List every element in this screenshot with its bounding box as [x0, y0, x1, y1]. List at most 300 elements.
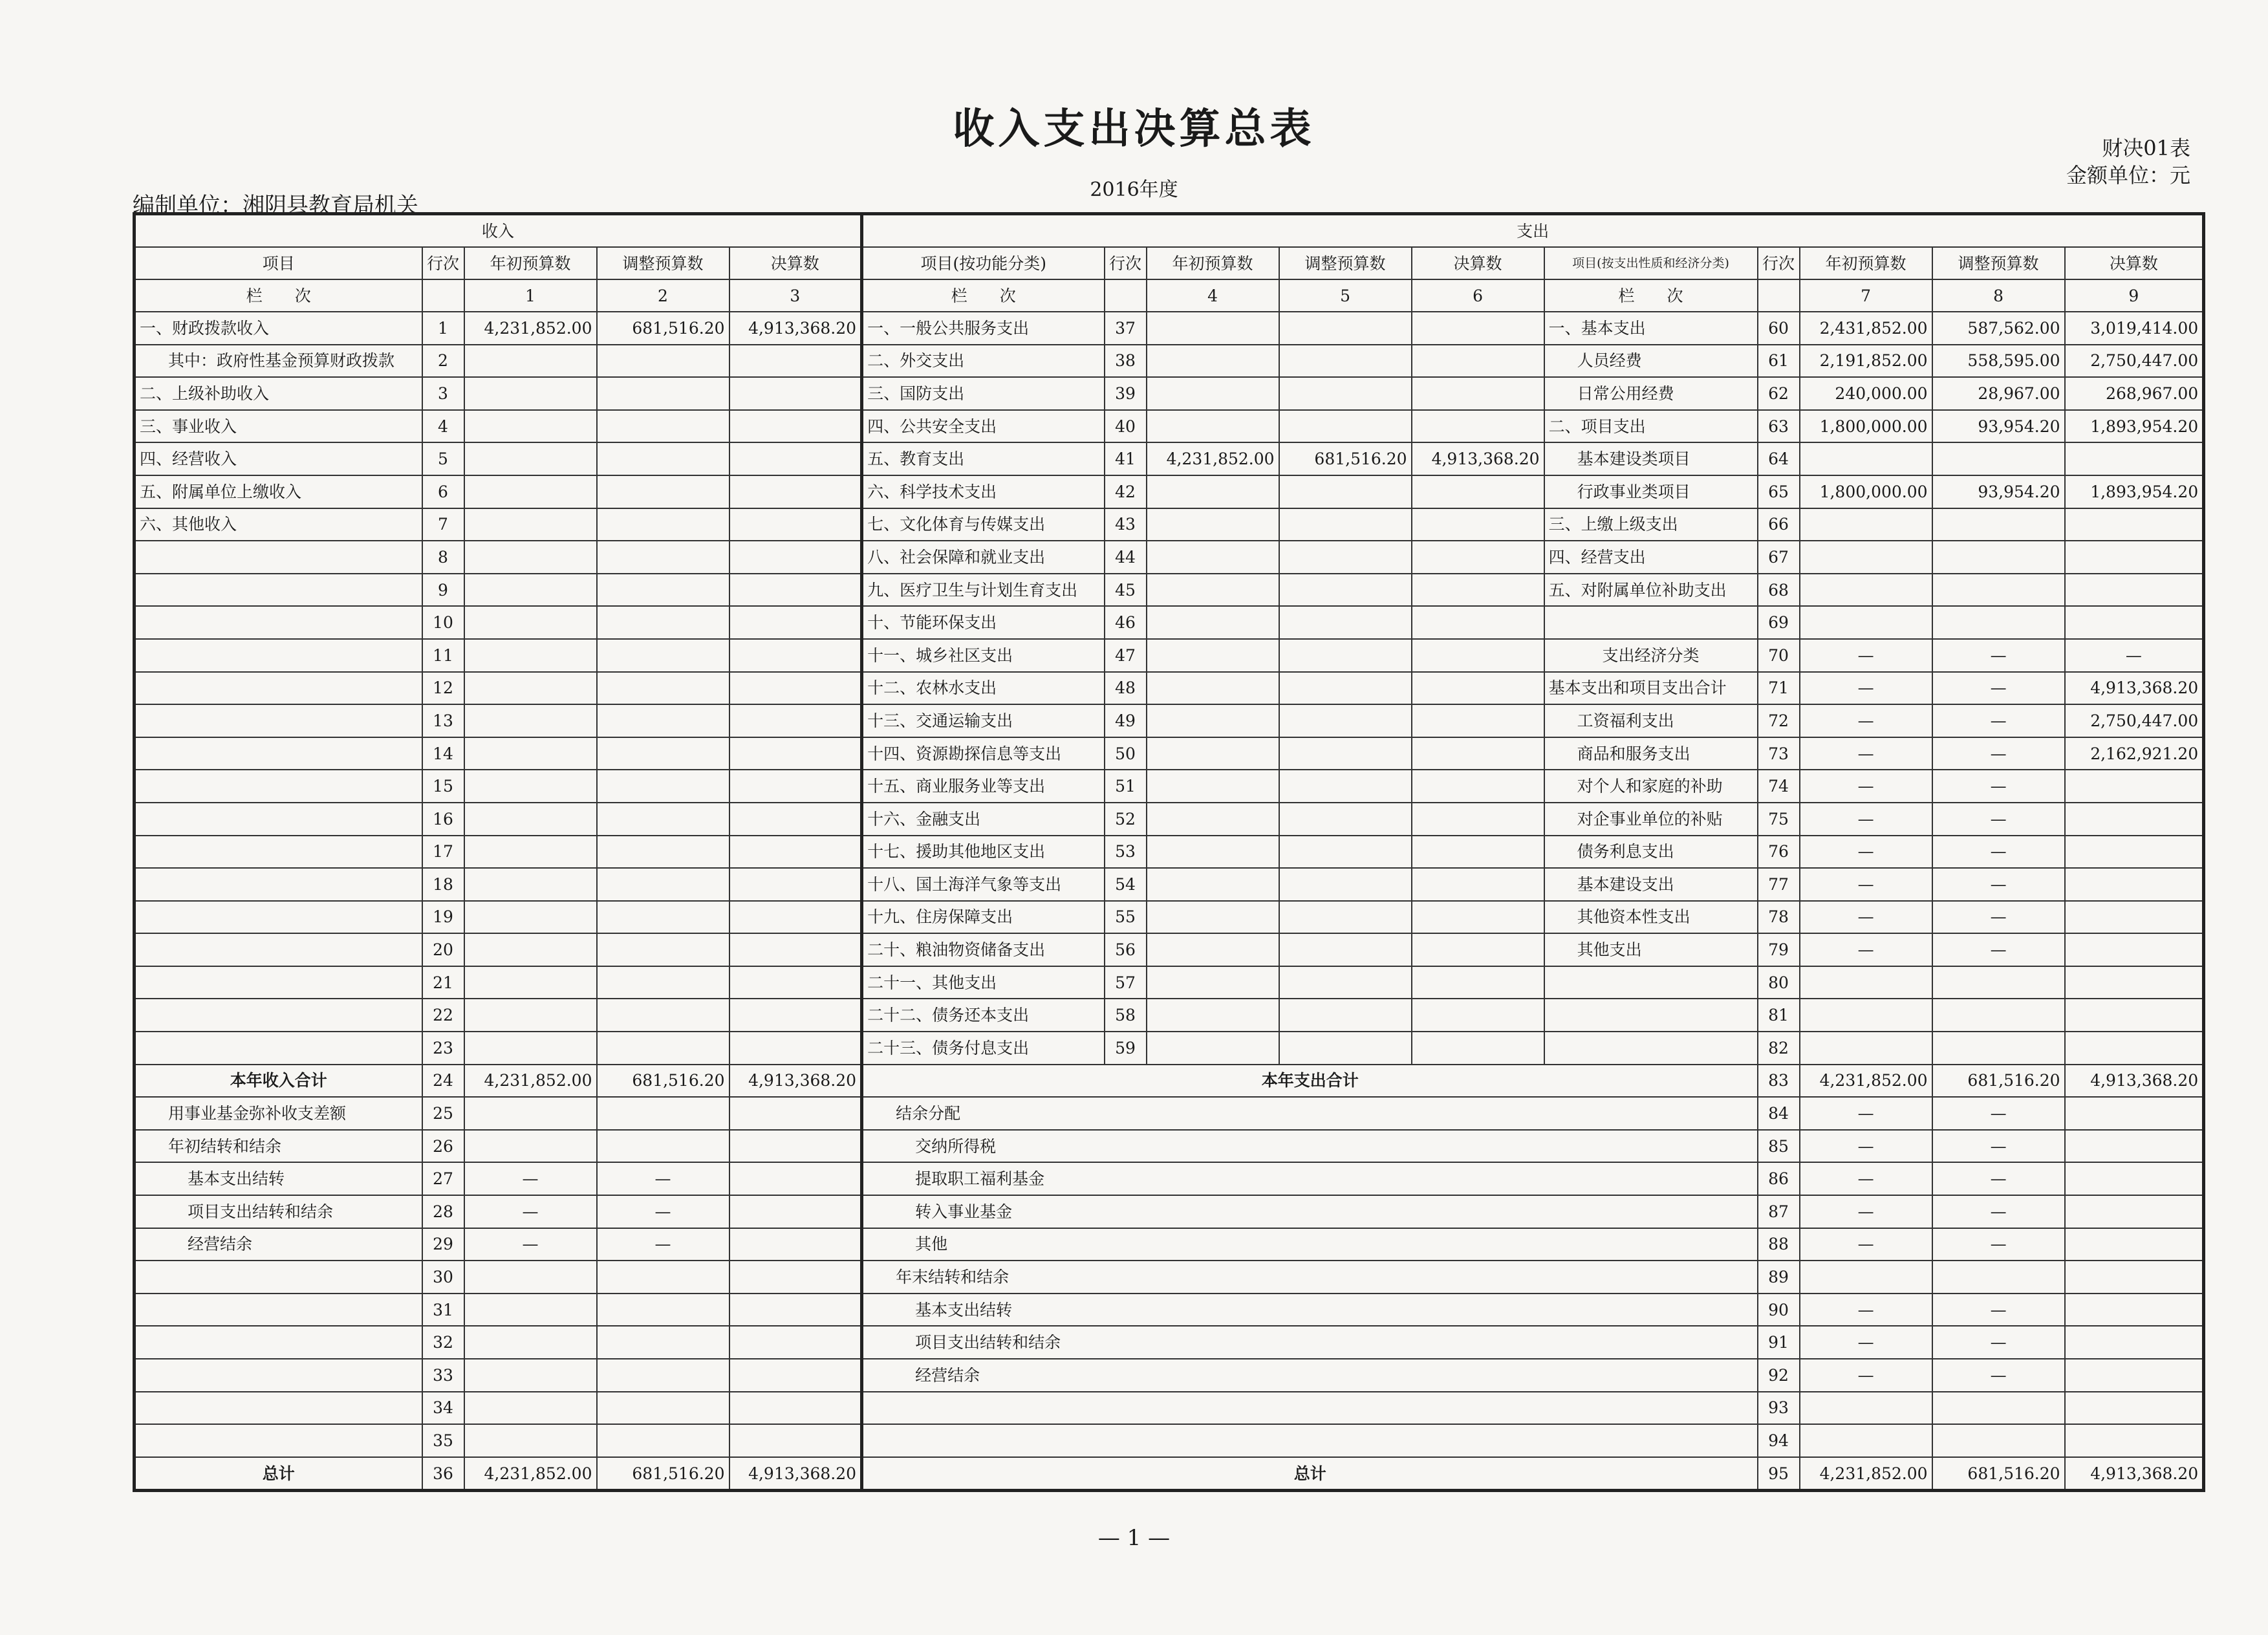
table-row	[135, 345, 2204, 378]
table-row	[135, 541, 2204, 574]
func-expense-row-no: 49	[1105, 704, 1147, 737]
expense-row-no: 83	[1758, 1065, 1800, 1098]
income-budget-initial	[464, 1294, 597, 1326]
income-final	[729, 574, 862, 607]
func-expense-budget-initial	[1147, 901, 1279, 934]
income-budget-adjusted	[597, 770, 729, 803]
func-expense-final	[1412, 966, 1544, 999]
econ-expense-final: 3,019,414.00	[2065, 312, 2204, 345]
func-expense-row-no: 47	[1105, 639, 1147, 672]
econ-expense-final	[2065, 803, 2204, 836]
expense-budget-adjusted: —	[1932, 1228, 2065, 1261]
expense-budget-adjusted: 681,516.20	[1932, 1457, 2065, 1491]
income-budget-adjusted	[597, 377, 729, 410]
func-expense-final	[1412, 803, 1544, 836]
table-row	[135, 836, 2204, 869]
econ-expense-budget-initial: —	[1800, 704, 1932, 737]
col-header-final: 决算数	[1412, 247, 1544, 279]
econ-expense-budget-initial	[1800, 508, 1932, 541]
func-expense-budget-adjusted	[1279, 639, 1412, 672]
income-final	[729, 1228, 862, 1261]
func-expense-final	[1412, 606, 1544, 639]
income-item: 项目支出结转和结余	[135, 1195, 422, 1228]
expense-budget-adjusted: —	[1932, 1195, 2065, 1228]
income-final	[729, 836, 862, 869]
econ-expense-budget-initial: —	[1800, 803, 1932, 836]
income-budget-initial	[464, 770, 597, 803]
func-expense-row-no: 37	[1105, 312, 1147, 345]
econ-expense-row-no: 70	[1758, 639, 1800, 672]
econ-expense-item: 债务利息支出	[1544, 836, 1758, 869]
func-expense-final	[1412, 312, 1544, 345]
income-budget-initial	[464, 1261, 597, 1294]
expense-budget-initial: —	[1800, 1130, 1932, 1163]
func-expense-row-no: 41	[1105, 442, 1147, 475]
func-expense-final	[1412, 836, 1544, 869]
expense-budget-initial: —	[1800, 1162, 1932, 1195]
income-row-no: 10	[422, 606, 464, 639]
income-item: 经营结余	[135, 1228, 422, 1261]
func-expense-row-no: 55	[1105, 901, 1147, 934]
econ-expense-item: 基本建设支出	[1544, 868, 1758, 901]
func-expense-budget-adjusted	[1279, 345, 1412, 378]
income-row-no: 16	[422, 803, 464, 836]
income-budget-initial	[464, 933, 597, 966]
econ-expense-final	[2065, 574, 2204, 607]
func-expense-row-no: 42	[1105, 475, 1147, 508]
econ-expense-row-no: 80	[1758, 966, 1800, 999]
expense-budget-initial: —	[1800, 1326, 1932, 1359]
func-expense-final	[1412, 508, 1544, 541]
table-row	[135, 704, 2204, 737]
econ-expense-budget-adjusted: 93,954.20	[1932, 410, 2065, 443]
income-final	[729, 933, 862, 966]
econ-expense-budget-adjusted	[1932, 606, 2065, 639]
income-final	[729, 1392, 862, 1425]
table-row	[135, 442, 2204, 475]
income-budget-initial	[464, 1424, 597, 1457]
expense-final	[2065, 1228, 2204, 1261]
econ-expense-budget-adjusted: —	[1932, 868, 2065, 901]
econ-expense-budget-initial: 1,800,000.00	[1800, 410, 1932, 443]
income-final	[729, 1424, 862, 1457]
col-header-row: 行次	[1758, 247, 1800, 279]
col-number: 9	[2065, 279, 2204, 312]
func-expense-budget-adjusted: 681,516.20	[1279, 442, 1412, 475]
econ-expense-budget-adjusted: 93,954.20	[1932, 475, 2065, 508]
econ-expense-final	[2065, 999, 2204, 1032]
income-budget-initial	[464, 1359, 597, 1392]
income-row-no: 9	[422, 574, 464, 607]
income-row-no: 27	[422, 1162, 464, 1195]
income-final	[729, 966, 862, 999]
income-row-no: 1	[422, 312, 464, 345]
table-row	[135, 1457, 2204, 1491]
income-final: 4,913,368.20	[729, 1457, 862, 1491]
organization: 编制单位：湘阴县教育局机关	[133, 193, 418, 219]
econ-expense-budget-initial: —	[1800, 737, 1932, 770]
income-budget-adjusted	[597, 737, 729, 770]
expense-row-no: 91	[1758, 1326, 1800, 1359]
income-item: 基本支出结转	[135, 1162, 422, 1195]
econ-expense-budget-adjusted	[1932, 574, 2065, 607]
income-final: 4,913,368.20	[729, 312, 862, 345]
income-item	[135, 639, 422, 672]
econ-expense-row-no: 69	[1758, 606, 1800, 639]
income-final	[729, 1294, 862, 1326]
income-row-no: 19	[422, 901, 464, 934]
expense-final	[2065, 1392, 2204, 1425]
econ-expense-row-no: 60	[1758, 312, 1800, 345]
income-final	[729, 345, 862, 378]
income-budget-initial	[464, 475, 597, 508]
expense-final	[2065, 1130, 2204, 1163]
income-budget-initial	[464, 1130, 597, 1163]
income-final	[729, 704, 862, 737]
func-expense-budget-adjusted	[1279, 410, 1412, 443]
col-header-final: 决算数	[2065, 247, 2204, 279]
table-row	[135, 901, 2204, 934]
func-expense-final	[1412, 475, 1544, 508]
expense-budget-initial	[1800, 1261, 1932, 1294]
econ-expense-final	[2065, 442, 2204, 475]
func-expense-budget-initial	[1147, 737, 1279, 770]
table-row	[135, 1392, 2204, 1425]
expense-final	[2065, 1424, 2204, 1457]
econ-expense-final: 268,967.00	[2065, 377, 2204, 410]
func-expense-item: 十二、农林水支出	[862, 672, 1105, 705]
col-number: 3	[729, 279, 862, 312]
income-item: 四、经营收入	[135, 442, 422, 475]
income-budget-initial	[464, 574, 597, 607]
econ-expense-item: 基本支出和项目支出合计	[1544, 672, 1758, 705]
func-expense-row-no: 56	[1105, 933, 1147, 966]
income-budget-initial	[464, 541, 597, 574]
income-row-no: 2	[422, 345, 464, 378]
income-final	[729, 1359, 862, 1392]
econ-expense-row-no: 76	[1758, 836, 1800, 869]
econ-expense-item: 人员经费	[1544, 345, 1758, 378]
income-item	[135, 606, 422, 639]
expense-item	[862, 1392, 1758, 1425]
income-total-label: 本年收入合计	[135, 1065, 422, 1098]
income-row-no: 29	[422, 1228, 464, 1261]
econ-expense-row-no: 62	[1758, 377, 1800, 410]
econ-expense-row-no: 66	[1758, 508, 1800, 541]
econ-expense-budget-initial: 1,800,000.00	[1800, 475, 1932, 508]
expense-budget-adjusted	[1932, 1392, 2065, 1425]
econ-expense-budget-adjusted: 558,595.00	[1932, 345, 2065, 378]
income-row-no: 20	[422, 933, 464, 966]
col-header-func-item: 项目(按功能分类)	[862, 247, 1105, 279]
func-expense-row-no: 44	[1105, 541, 1147, 574]
income-final	[729, 1326, 862, 1359]
econ-expense-budget-initial: 2,431,852.00	[1800, 312, 1932, 345]
income-final	[729, 377, 862, 410]
func-expense-final: 4,913,368.20	[1412, 442, 1544, 475]
func-expense-budget-initial	[1147, 312, 1279, 345]
func-expense-budget-initial	[1147, 836, 1279, 869]
expense-section-header: 支出	[862, 214, 2204, 248]
expense-final	[2065, 1326, 2204, 1359]
col-header-budget-initial: 年初预算数	[1800, 247, 1932, 279]
expense-budget-adjusted: —	[1932, 1130, 2065, 1163]
func-expense-final	[1412, 770, 1544, 803]
econ-expense-final	[2065, 836, 2204, 869]
econ-expense-budget-adjusted: —	[1932, 836, 2065, 869]
income-row-no: 36	[422, 1457, 464, 1491]
col-header-budget-adjusted: 调整预算数	[597, 247, 729, 279]
income-row-no: 15	[422, 770, 464, 803]
income-row-no: 6	[422, 475, 464, 508]
func-expense-row-no: 57	[1105, 966, 1147, 999]
income-final	[729, 1097, 862, 1130]
income-row-no: 14	[422, 737, 464, 770]
table-row	[135, 475, 2204, 508]
table-row	[135, 1359, 2204, 1392]
income-item	[135, 1326, 422, 1359]
table-row	[135, 606, 2204, 639]
income-budget-adjusted	[597, 1294, 729, 1326]
col-number: 5	[1279, 279, 1412, 312]
func-expense-budget-adjusted	[1279, 770, 1412, 803]
func-expense-item: 七、文化体育与传媒支出	[862, 508, 1105, 541]
expense-item: 交纳所得税	[862, 1130, 1758, 1163]
income-budget-adjusted	[597, 410, 729, 443]
income-row-no: 24	[422, 1065, 464, 1098]
expense-item: 经营结余	[862, 1359, 1758, 1392]
income-row-no: 23	[422, 1032, 464, 1065]
col-header-budget-initial: 年初预算数	[1147, 247, 1279, 279]
econ-expense-row-no: 73	[1758, 737, 1800, 770]
econ-expense-item: 二、项目支出	[1544, 410, 1758, 443]
func-expense-row-no: 59	[1105, 1032, 1147, 1065]
econ-expense-row-no: 67	[1758, 541, 1800, 574]
expense-item: 年末结转和结余	[862, 1261, 1758, 1294]
table-row	[135, 999, 2204, 1032]
func-expense-budget-initial	[1147, 345, 1279, 378]
table-row	[135, 377, 2204, 410]
expense-row-no: 85	[1758, 1130, 1800, 1163]
econ-expense-item	[1544, 999, 1758, 1032]
income-final	[729, 1261, 862, 1294]
expense-item	[862, 1424, 1758, 1457]
func-expense-row-no: 39	[1105, 377, 1147, 410]
func-expense-final	[1412, 999, 1544, 1032]
func-expense-budget-adjusted	[1279, 508, 1412, 541]
table-row	[135, 1424, 2204, 1457]
econ-expense-item: 四、经营支出	[1544, 541, 1758, 574]
econ-expense-budget-initial	[1800, 574, 1932, 607]
econ-expense-budget-initial	[1800, 442, 1932, 475]
expense-item: 项目支出结转和结余	[862, 1326, 1758, 1359]
econ-expense-item: 五、对附属单位补助支出	[1544, 574, 1758, 607]
income-budget-adjusted: —	[597, 1195, 729, 1228]
econ-expense-item: 对企事业单位的补贴	[1544, 803, 1758, 836]
income-section-header: 收入	[135, 214, 862, 248]
func-expense-item: 八、社会保障和就业支出	[862, 541, 1105, 574]
income-final	[729, 737, 862, 770]
econ-expense-final	[2065, 933, 2204, 966]
table-row	[135, 1130, 2204, 1163]
table-row	[135, 770, 2204, 803]
table-row	[135, 1294, 2204, 1326]
col-number: 2	[597, 279, 729, 312]
econ-expense-budget-initial	[1800, 966, 1932, 999]
expense-budget-initial: —	[1800, 1294, 1932, 1326]
income-budget-adjusted	[597, 999, 729, 1032]
func-expense-budget-initial	[1147, 1032, 1279, 1065]
func-expense-final	[1412, 868, 1544, 901]
func-expense-final	[1412, 541, 1544, 574]
income-final	[729, 606, 862, 639]
income-item	[135, 836, 422, 869]
func-expense-row-no: 51	[1105, 770, 1147, 803]
econ-expense-budget-adjusted: —	[1932, 737, 2065, 770]
income-item: 用事业基金弥补收支差额	[135, 1097, 422, 1130]
func-expense-budget-initial	[1147, 574, 1279, 607]
table-row	[135, 933, 2204, 966]
income-row-no: 34	[422, 1392, 464, 1425]
func-expense-budget-adjusted	[1279, 966, 1412, 999]
income-item: 三、事业收入	[135, 410, 422, 443]
func-expense-item: 十六、金融支出	[862, 803, 1105, 836]
income-item: 五、附属单位上缴收入	[135, 475, 422, 508]
income-final	[729, 803, 862, 836]
income-row-no: 21	[422, 966, 464, 999]
econ-expense-budget-adjusted: —	[1932, 639, 2065, 672]
func-expense-row-no: 54	[1105, 868, 1147, 901]
table-row	[135, 639, 2204, 672]
income-final	[729, 508, 862, 541]
income-budget-initial	[464, 737, 597, 770]
income-budget-adjusted	[597, 803, 729, 836]
econ-expense-final: 1,893,954.20	[2065, 410, 2204, 443]
econ-expense-budget-adjusted: —	[1932, 672, 2065, 705]
col-number: 1	[464, 279, 597, 312]
col-header-budget-adjusted: 调整预算数	[1279, 247, 1412, 279]
income-final	[729, 1195, 862, 1228]
income-budget-initial	[464, 966, 597, 999]
func-expense-final	[1412, 672, 1544, 705]
econ-expense-item	[1544, 1032, 1758, 1065]
expense-budget-initial: —	[1800, 1359, 1932, 1392]
econ-expense-item: 商品和服务支出	[1544, 737, 1758, 770]
econ-expense-final	[2065, 1032, 2204, 1065]
econ-expense-final	[2065, 966, 2204, 999]
expense-row-no: 89	[1758, 1261, 1800, 1294]
econ-expense-row-no: 65	[1758, 475, 1800, 508]
income-final	[729, 1032, 862, 1065]
expense-row-no: 94	[1758, 1424, 1800, 1457]
income-row-no: 35	[422, 1424, 464, 1457]
income-item	[135, 1392, 422, 1425]
income-final	[729, 770, 862, 803]
table-row	[135, 1097, 2204, 1130]
econ-expense-final: 4,913,368.20	[2065, 672, 2204, 705]
income-budget-initial	[464, 704, 597, 737]
func-expense-final	[1412, 410, 1544, 443]
income-item	[135, 574, 422, 607]
income-budget-adjusted	[597, 1130, 729, 1163]
func-expense-budget-initial	[1147, 933, 1279, 966]
expense-budget-adjusted: —	[1932, 1294, 2065, 1326]
expense-item: 其他	[862, 1228, 1758, 1261]
econ-expense-item: 一、基本支出	[1544, 312, 1758, 345]
income-budget-initial	[464, 868, 597, 901]
table-row	[135, 868, 2204, 901]
func-expense-budget-adjusted	[1279, 704, 1412, 737]
table-row	[135, 574, 2204, 607]
econ-expense-item: 日常公用经费	[1544, 377, 1758, 410]
page-title: 收入支出决算总表	[953, 105, 1315, 153]
income-item: 年初结转和结余	[135, 1130, 422, 1163]
empty-cell	[422, 279, 464, 312]
econ-expense-row-no: 68	[1758, 574, 1800, 607]
func-expense-final	[1412, 377, 1544, 410]
expense-budget-initial: —	[1800, 1228, 1932, 1261]
expense-budget-initial: —	[1800, 1097, 1932, 1130]
income-budget-adjusted: —	[597, 1228, 729, 1261]
income-row-no: 8	[422, 541, 464, 574]
econ-expense-row-no: 81	[1758, 999, 1800, 1032]
econ-expense-item: 其他支出	[1544, 933, 1758, 966]
econ-expense-item: 支出经济分类	[1544, 639, 1758, 672]
func-expense-item: 二十一、其他支出	[862, 966, 1105, 999]
func-expense-budget-initial	[1147, 999, 1279, 1032]
lanci-label: 栏 次	[1544, 279, 1758, 312]
econ-expense-budget-adjusted: 28,967.00	[1932, 377, 2065, 410]
income-budget-initial	[464, 1032, 597, 1065]
func-expense-budget-initial	[1147, 803, 1279, 836]
expense-item: 提取职工福利基金	[862, 1162, 1758, 1195]
income-item	[135, 704, 422, 737]
expense-budget-adjusted: —	[1932, 1359, 2065, 1392]
func-expense-budget-initial	[1147, 966, 1279, 999]
econ-expense-budget-adjusted: —	[1932, 901, 2065, 934]
income-item	[135, 901, 422, 934]
func-expense-item: 十四、资源勘探信息等支出	[862, 737, 1105, 770]
income-row-no: 33	[422, 1359, 464, 1392]
income-budget-initial: —	[464, 1162, 597, 1195]
expense-budget-adjusted: 681,516.20	[1932, 1065, 2065, 1098]
econ-expense-row-no: 71	[1758, 672, 1800, 705]
econ-expense-row-no: 74	[1758, 770, 1800, 803]
table-row	[135, 803, 2204, 836]
func-expense-item: 九、医疗卫生与计划生育支出	[862, 574, 1105, 607]
income-row-no: 11	[422, 639, 464, 672]
econ-expense-row-no: 63	[1758, 410, 1800, 443]
income-item	[135, 1294, 422, 1326]
income-budget-initial: —	[464, 1228, 597, 1261]
func-expense-budget-initial	[1147, 639, 1279, 672]
income-budget-adjusted	[597, 574, 729, 607]
func-expense-row-no: 43	[1105, 508, 1147, 541]
econ-expense-item: 工资福利支出	[1544, 704, 1758, 737]
expense-row-no: 92	[1758, 1359, 1800, 1392]
func-expense-item: 十八、国土海洋气象等支出	[862, 868, 1105, 901]
income-final	[729, 541, 862, 574]
table-row	[135, 1162, 2204, 1195]
econ-expense-budget-initial: —	[1800, 868, 1932, 901]
form-number: 财决01表	[2102, 136, 2190, 160]
econ-expense-budget-initial: —	[1800, 672, 1932, 705]
income-budget-initial	[464, 999, 597, 1032]
func-expense-item: 二十二、债务还本支出	[862, 999, 1105, 1032]
income-budget-adjusted	[597, 1097, 729, 1130]
econ-expense-row-no: 82	[1758, 1032, 1800, 1065]
page-number: — 1 —	[1097, 1525, 1171, 1551]
